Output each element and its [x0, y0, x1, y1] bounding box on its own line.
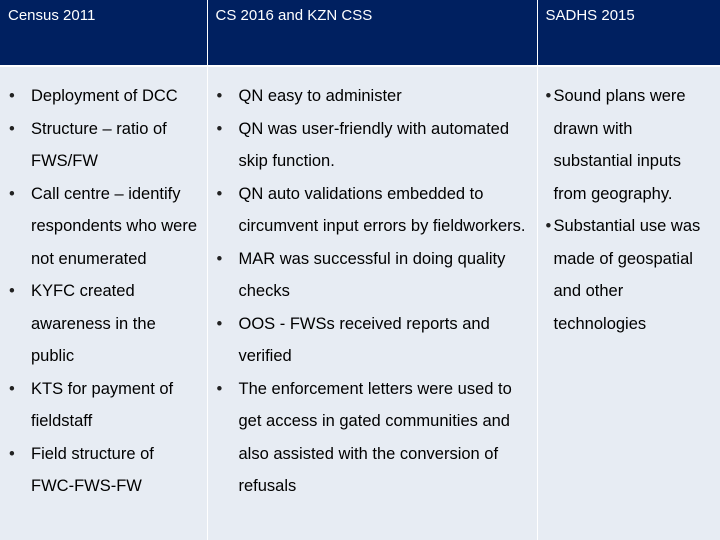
list-item: • KTS for payment of fieldstaff — [8, 373, 201, 438]
header-row — [0, 0, 720, 66]
cs-2016-cell — [207, 66, 537, 540]
list-item: • Structure – ratio of FWS/FW — [8, 113, 201, 178]
list-item: • Field structure of FWC-FWS-FW — [8, 438, 201, 503]
list-item: • OOS - FWSs received reports and verified — [216, 308, 531, 373]
list-item: • QN was user-friendly with automated skip function. — [216, 113, 531, 178]
list-item: • QN easy to administer — [216, 80, 531, 113]
list-item: • QN auto validations embedded to circumvent input errors by fieldworkers. — [216, 178, 531, 243]
cs-2016-list — [216, 80, 531, 503]
list-item: • MAR was successful in doing quality checks — [216, 243, 531, 308]
header-cs-2016-kzn-css: CS 2016 and KZN CSS — [207, 0, 537, 66]
sadhs-2015-list — [546, 80, 715, 340]
census-2011-cell — [0, 66, 207, 540]
list-item: • Substantial use was made of geospatial and other technologies — [546, 210, 715, 340]
header-census-2011: Census 2011 — [0, 0, 207, 66]
list-item: • Deployment of DCC — [8, 80, 201, 113]
sadhs-2015-cell — [537, 66, 720, 540]
list-item: • KYFC created awareness in the public — [8, 275, 201, 373]
header-sadhs-2015: SADHS 2015 — [537, 0, 720, 66]
list-item: • Sound plans were drawn with substantial inputs from geography. — [546, 80, 715, 210]
census-2011-list — [8, 80, 201, 503]
list-item: • Call centre – identify respondents who were not enumerated — [8, 178, 201, 276]
body-row — [0, 66, 720, 540]
list-item: • The enforcement letters were used to get access in gated communities and also assisted with the conversion of refusals — [216, 373, 531, 503]
